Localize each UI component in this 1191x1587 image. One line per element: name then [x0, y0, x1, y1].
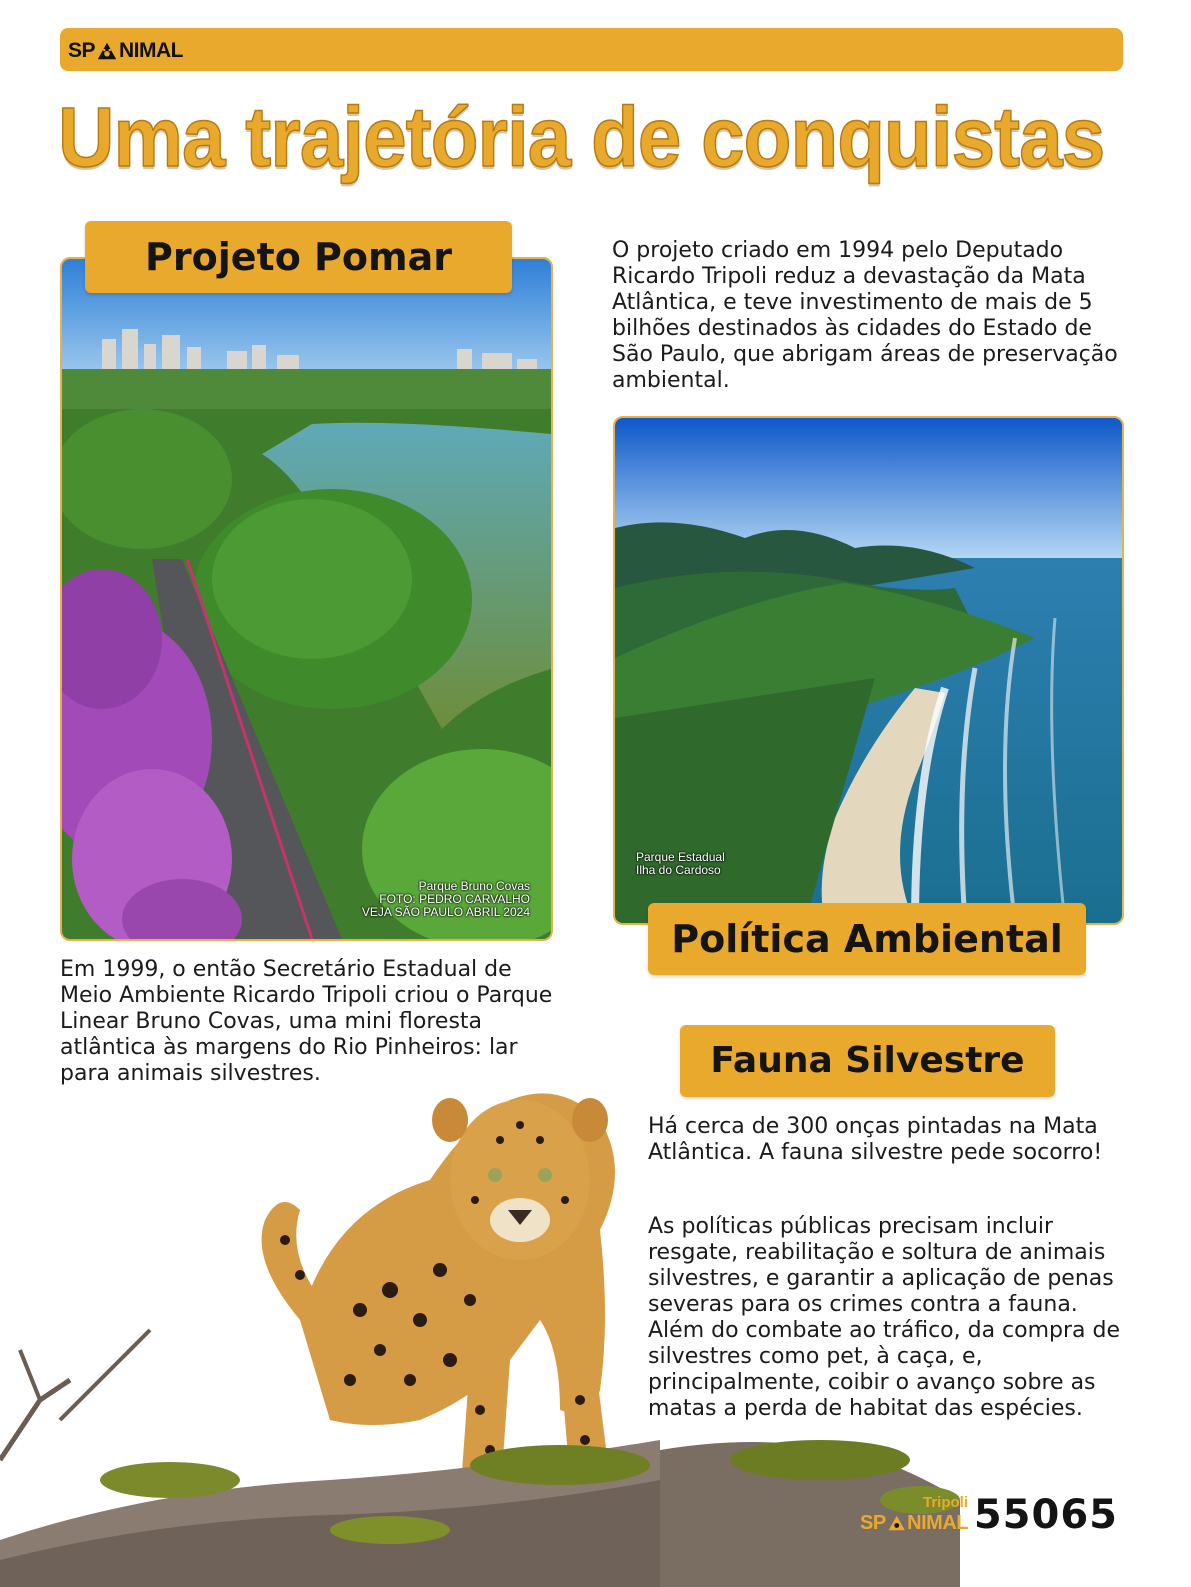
caption-line: VEJA SÃO PAULO ABRIL 2024 [361, 905, 530, 919]
page-title: Uma trajetória de conquistas [58, 90, 1105, 184]
brand-prefix: SP [68, 39, 96, 62]
label-projeto-pomar: Projeto Pomar [85, 221, 512, 293]
photo-parque-bruno-covas [60, 257, 553, 941]
photo-caption-ilha-do-cardoso [636, 851, 796, 877]
caption-line: Parque Bruno Covas [418, 879, 530, 893]
caption-line: Ilha do Cardoso [636, 863, 721, 877]
footer-brand-prefix: SP [860, 1512, 886, 1534]
header-bar [60, 28, 1123, 71]
caption-line: FOTO: PEDRO CARVALHO [379, 892, 530, 906]
fauna-silvestre-paragraph-1: Há cerca de 300 onças pintadas na Mata Atlântica. A fauna silvestre pede socorro! [648, 1114, 1103, 1165]
jaguar-on-branch-image [0, 1060, 660, 1587]
projeto-pomar-text: O projeto criado em 1994 pelo Deputado Ricardo Tripoli reduz a devastação da Mata Atlântica, e teve investimento de mais de 5 bilhões destinados às cidades do Estado de São Paulo, que abrigam áreas de preservação ambiental. [612, 238, 1118, 393]
fauna-silvestre-paragraph-2: As políticas públicas precisam incluir resgate, reabilitação e soltura de animais silvestres, e garantir a aplicação de penas severas para os crimes contra a fauna. Além do combate ao tráfico, da compra de silvestres como pet, à caça, e, principalmente, coibir o avanço sobre as matas a perda de habitat das espécies. [648, 1214, 1121, 1421]
photo-caption-bruno-covas [340, 880, 530, 919]
brand-logo [68, 38, 183, 64]
caption-line: Parque Estadual [636, 850, 725, 864]
paw-icon [887, 1513, 906, 1533]
photo-ilha-do-cardoso [613, 416, 1124, 925]
parque-bruno-covas-text: Em 1999, o então Secretário Estadual de Meio Ambiente Ricardo Tripoli criou o Parque Linear Bruno Covas, uma mini floresta atlântica às margens do Rio Pinheiros: lar para animais silvestres. [60, 957, 553, 1086]
footer-brand-logo [860, 1495, 968, 1545]
label-fauna-silvestre: Fauna Silvestre [680, 1025, 1055, 1097]
label-politica-ambiental: Política Ambiental [648, 903, 1086, 975]
brand-suffix: NIMAL [119, 39, 184, 62]
paw-icon [96, 40, 118, 62]
footer-brand-top: Tripoli [923, 1494, 968, 1511]
issue-number: 55065 [973, 1492, 1118, 1538]
footer-brand-suffix: NIMAL [907, 1512, 968, 1534]
